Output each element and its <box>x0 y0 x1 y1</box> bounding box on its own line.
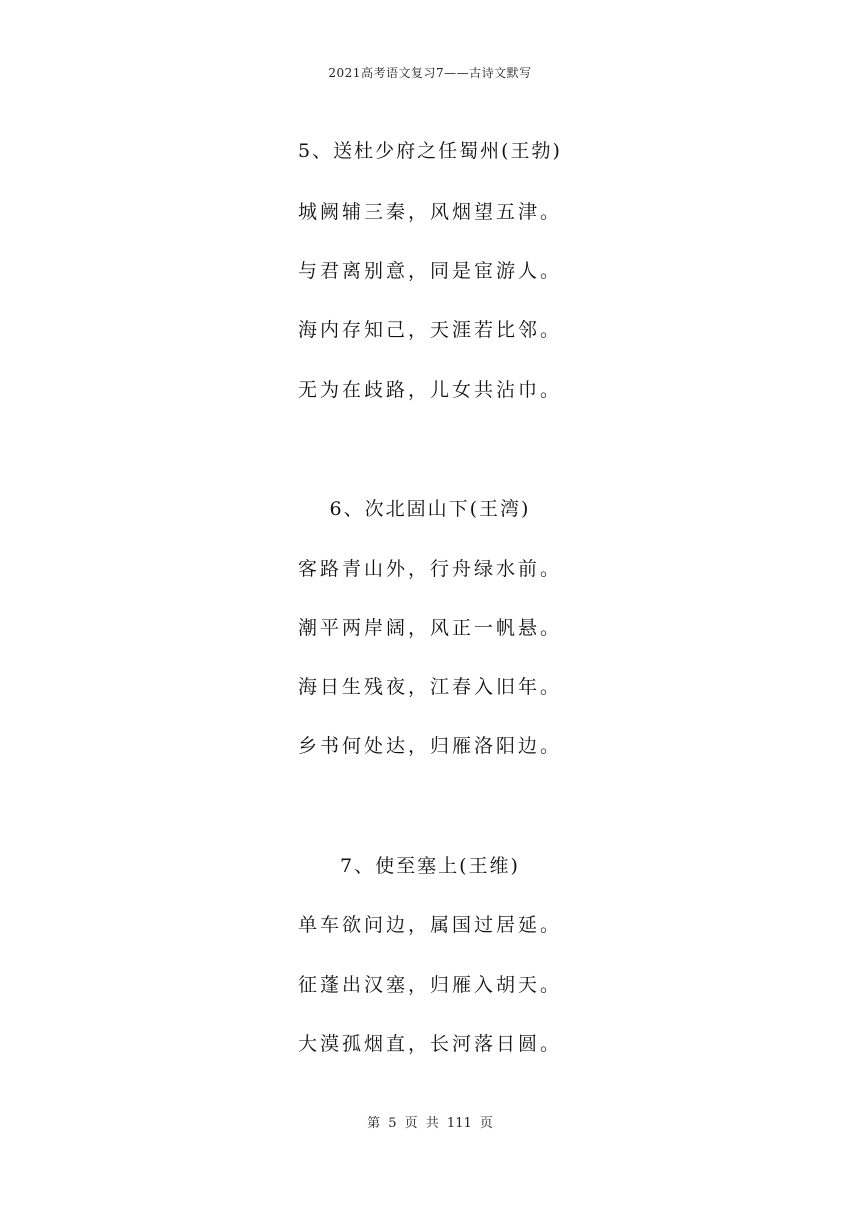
page-header: 2021高考语文复习7——古诗文默写 <box>328 66 532 80</box>
poem-line: 大漠孤烟直，长河落日圆。 <box>297 1033 562 1055</box>
poem-line: 无为在歧路，儿女共沾巾。 <box>297 379 562 401</box>
poem-line: 城阙辅三秦，风烟望五津。 <box>297 201 562 223</box>
poem-title: 5、送杜少府之任蜀州(王勃) <box>298 140 562 162</box>
poem-line: 潮平两岸阔，风正一帆悬。 <box>297 617 562 639</box>
poem-line: 与君离别意，同是宦游人。 <box>297 260 562 282</box>
poem-line: 单车欲问边，属国过居延。 <box>297 914 562 936</box>
poem-line: 海内存知己，天涯若比邻。 <box>297 319 562 341</box>
poem-line: 客路青山外，行舟绿水前。 <box>297 558 562 580</box>
poem-line: 海日生残夜，江春入旧年。 <box>297 676 562 698</box>
poem-title: 6、次北固山下(王湾) <box>329 498 531 520</box>
poem-line: 乡书何处达，归雁洛阳边。 <box>297 735 562 757</box>
poem-line: 征蓬出汉塞，归雁入胡天。 <box>297 974 562 996</box>
poem-title: 7、使至塞上(王维) <box>340 855 520 877</box>
page-footer: 第 5 页 共 111 页 <box>367 1116 493 1131</box>
